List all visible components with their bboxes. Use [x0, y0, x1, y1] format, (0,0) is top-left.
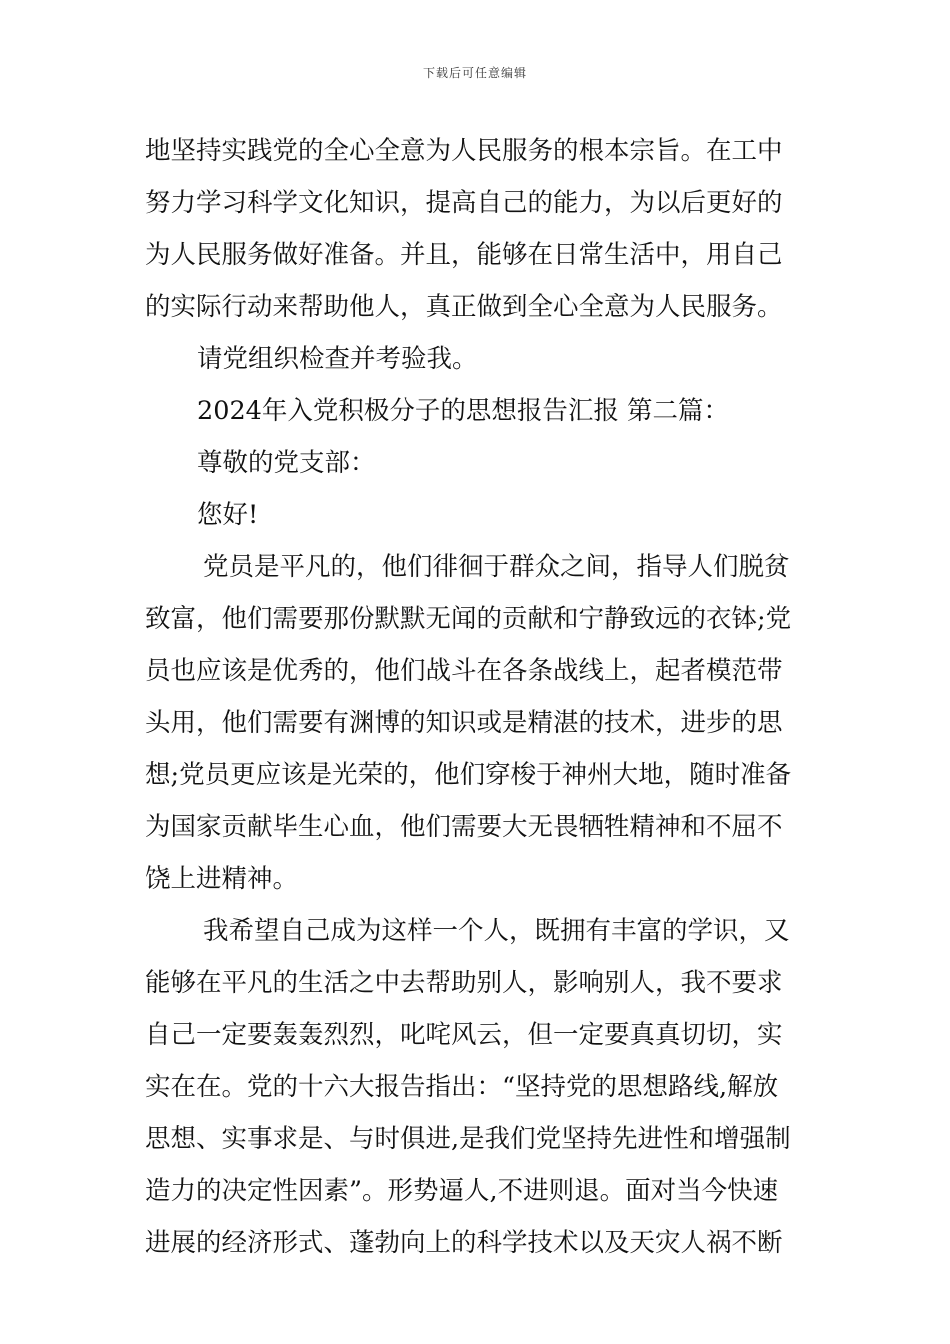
paragraph-line: 我希望自己成为这样一个人，既拥有丰富的学识，又 — [203, 916, 790, 946]
paragraph-line: 请党组织检查并考验我。 — [197, 344, 478, 374]
paragraph-line: 党员是平凡的，他们徘徊于群众之间，指导人们脱贫 — [203, 552, 790, 582]
paragraph-line: 自己一定要轰轰烈烈，叱咤风云，但一定要真真切切，实 — [145, 1020, 783, 1050]
page-header: 下载后可任意编辑 — [422, 66, 527, 80]
paragraph-line: 为国家贡献毕生心血，他们需要大无畏牺牲精神和不屈不 — [145, 812, 783, 842]
paragraph-line: 造力的决定性因素”。形势逼人,不进则退。面对当今快速 — [145, 1176, 779, 1206]
paragraph-line: 员也应该是优秀的，他们战斗在各条战线上，起者模范带 — [145, 656, 783, 686]
document-body — [145, 126, 810, 1269]
paragraph-line: 实在在。党的十六大报告指出：“坚持党的思想路线,解放 — [145, 1072, 779, 1102]
paragraph-line: 的实际行动来帮助他人，真正做到全心全意为人民服务。 — [145, 292, 783, 322]
paragraph-line: 能够在平凡的生活之中去帮助别人，影响别人，我不要求 — [145, 968, 783, 998]
paragraph-line: 致富，他们需要那份默默无闻的贡献和宁静致远的衣钵;党 — [145, 604, 792, 634]
paragraph-line: 饶上进精神。 — [145, 864, 299, 894]
paragraph-line: 努力学习科学文化知识，提高自己的能力，为以后更好的 — [145, 188, 783, 218]
paragraph-line: 地坚持实践党的全心全意为人民服务的根本宗旨。在工中 — [145, 136, 783, 166]
paragraph-line: 头用，他们需要有渊博的知识或是精湛的技术，进步的思 — [145, 708, 783, 738]
section-title: 2024年入党积极分子的思想报告汇报 第二篇： — [197, 396, 730, 426]
salutation: 尊敬的党支部： — [197, 448, 376, 478]
paragraph-line: 为人民服务做好准备。并且，能够在日常生活中，用自己 — [145, 240, 783, 270]
paragraph-line: 想;党员更应该是光荣的，他们穿梭于神州大地，随时准备 — [145, 760, 792, 790]
paragraph-line: 思想、实事求是、与时俱进,是我们党坚持先进性和增强制 — [145, 1124, 791, 1154]
greeting: 您好! — [197, 500, 259, 530]
paragraph-line: 进展的经济形式、蓬勃向上的科学技术以及天灾人祸不断 — [145, 1228, 783, 1258]
